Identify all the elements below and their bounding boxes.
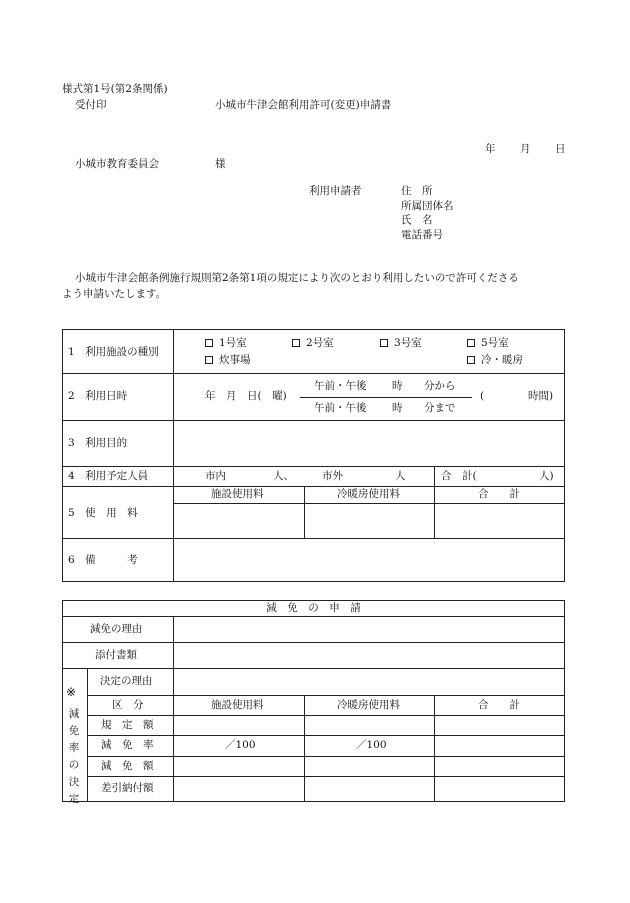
applicant-label: 利用申請者 <box>309 185 362 197</box>
exemption-total-header: 合 計 <box>478 699 520 711</box>
receipt-stamp-label: 受付印 <box>75 99 107 111</box>
row-remarks-label: 6 備 考 <box>68 554 138 566</box>
room1-checkbox[interactable] <box>205 339 213 347</box>
applicant-name: 氏 名 <box>401 214 433 226</box>
room2-checkbox[interactable] <box>292 339 300 347</box>
room2-option[interactable]: 2号室 <box>292 337 334 350</box>
net-payment-label: 差引納付額 <box>101 782 154 794</box>
intro-text-line2: よう申請いたします。 <box>62 288 167 300</box>
row-facility-type-label: 1 利用施設の種別 <box>68 346 159 358</box>
addressee-suffix: 様 <box>215 158 226 170</box>
attachments-label: 添付書類 <box>95 649 137 661</box>
applicant-address: 住 所 <box>401 185 433 197</box>
fee-hvac-header: 冷暖房使用料 <box>337 488 400 500</box>
addressee: 小城市教育委員会 <box>75 158 159 170</box>
date-fields: 年 月 日( 曜) <box>205 390 287 402</box>
start-ampm: 午前・午後 <box>314 380 367 392</box>
standard-amount-label: 規 定 額 <box>101 719 154 731</box>
row-datetime-label: 2 利用日時 <box>68 390 128 402</box>
city-outside-unit: 人 <box>395 470 406 482</box>
heating-checkbox[interactable] <box>467 356 475 364</box>
table-divider <box>173 329 174 582</box>
decision-reason-label: 決定の理由 <box>100 675 153 687</box>
room3-checkbox[interactable] <box>380 339 388 347</box>
intro-text-line1: 小城市牛津会館条例施行規則第2条第1項の規定により次のとおり利用したいので許可くださる <box>75 272 519 284</box>
date-year: 年 <box>485 143 496 155</box>
city-outside-label: 市外 <box>322 470 343 482</box>
fee-facility-header: 施設使用料 <box>211 488 264 500</box>
room3-option[interactable]: 3号室 <box>380 337 422 350</box>
fee-total-header: 合 計 <box>478 488 520 500</box>
document-title: 小城市牛津会館利用許可(変更)申請書 <box>215 99 392 111</box>
hours-close: 時間) <box>528 390 554 402</box>
applicant-phone: 電話番号 <box>401 229 443 241</box>
start-from: 分から <box>424 380 456 392</box>
exemption-decision-vertical-label: 減免率の決定 <box>68 708 80 805</box>
room5-checkbox[interactable] <box>467 339 475 347</box>
exemption-rate-label: 減 免 率 <box>101 739 154 751</box>
exemption-hvac-header: 冷暖房使用料 <box>337 699 400 711</box>
total-people-unit: 人) <box>539 470 554 482</box>
date-month: 月 <box>520 143 531 155</box>
applicant-organization: 所属団体名 <box>401 200 454 212</box>
exemption-facility-header: 施設使用料 <box>211 699 264 711</box>
row-purpose-label: 3 利用目的 <box>68 437 128 449</box>
end-until: 分まで <box>424 402 456 414</box>
rate-facility-value: ／100 <box>225 739 256 751</box>
form-number: 様式第1号(第2条関係) <box>62 83 168 95</box>
end-ampm: 午前・午後 <box>314 402 367 414</box>
city-inside-unit: 人、 <box>273 470 294 482</box>
time-divider <box>300 397 472 398</box>
total-people-label: 合 計( <box>441 470 477 482</box>
room1-option[interactable]: 1号室 <box>205 337 247 350</box>
date-day: 日 <box>555 143 566 155</box>
exemption-reason-label: 減免の理由 <box>90 623 143 635</box>
category-header: 区 分 <box>112 699 144 711</box>
start-hour: 時 <box>392 380 403 392</box>
room5-option[interactable]: 5号室 <box>467 337 509 350</box>
kitchen-option[interactable]: 炊事場 <box>205 354 251 367</box>
heating-option[interactable]: 冷・暖房 <box>467 354 523 367</box>
rate-hvac-value: ／100 <box>356 739 387 751</box>
city-inside-label: 市内 <box>205 470 226 482</box>
row-fee-label: 5 使 用 料 <box>68 507 138 519</box>
kitchen-checkbox[interactable] <box>205 356 213 364</box>
end-hour: 時 <box>392 402 403 414</box>
hours-open-paren: ( <box>480 390 485 402</box>
exemption-title: 減 免 の 申 請 <box>266 602 361 614</box>
exemption-amount-label: 減 免 額 <box>101 760 154 772</box>
office-use-mark: ※ <box>66 685 77 699</box>
row-attendees-label: 4 利用予定人員 <box>68 470 149 482</box>
